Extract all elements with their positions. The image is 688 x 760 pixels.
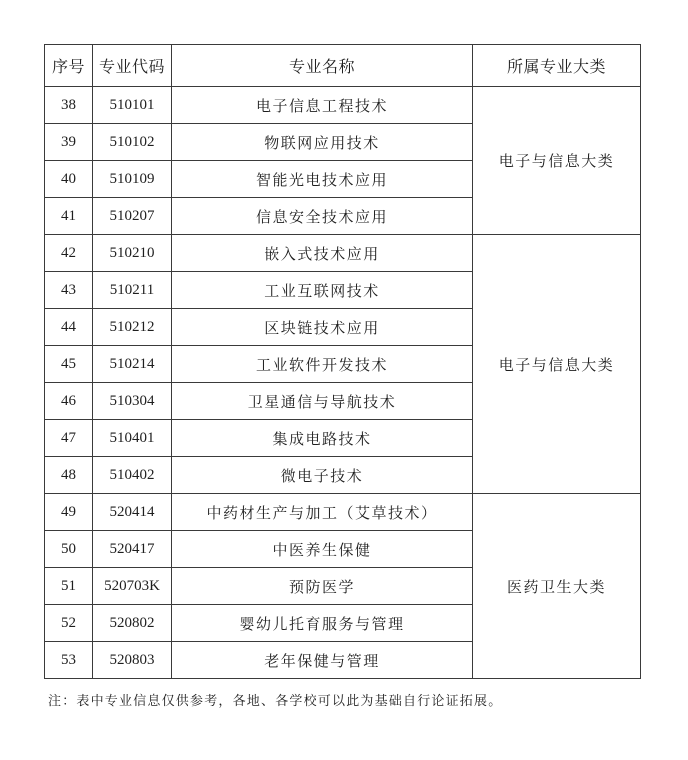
cell-name: 中药材生产与加工（艾草技术） <box>172 494 473 531</box>
cell-name: 婴幼儿托育服务与管理 <box>172 605 473 642</box>
cell-category: 电子与信息大类 <box>473 235 641 494</box>
cell-code: 520703K <box>93 568 172 605</box>
cell-name: 工业互联网技术 <box>172 272 473 309</box>
cell-name: 中医养生保健 <box>172 531 473 568</box>
cell-name: 预防医学 <box>172 568 473 605</box>
cell-name: 卫星通信与导航技术 <box>172 383 473 420</box>
cell-seq: 46 <box>45 383 93 420</box>
table-row <box>45 87 641 124</box>
cell-code: 510304 <box>93 383 172 420</box>
header-code: 专业代码 <box>93 45 172 87</box>
cell-category: 电子与信息大类 <box>473 87 641 235</box>
cell-seq: 47 <box>45 420 93 457</box>
cell-seq: 49 <box>45 494 93 531</box>
cell-name: 物联网应用技术 <box>172 124 473 161</box>
cell-code: 510211 <box>93 272 172 309</box>
cell-code: 520414 <box>93 494 172 531</box>
table-header-row <box>45 45 641 87</box>
cell-code: 510101 <box>93 87 172 124</box>
table-row <box>45 494 641 531</box>
cell-code: 510210 <box>93 235 172 272</box>
cell-seq: 45 <box>45 346 93 383</box>
cell-seq: 38 <box>45 87 93 124</box>
cell-seq: 50 <box>45 531 93 568</box>
header-seq: 序号 <box>45 45 93 87</box>
cell-code: 520803 <box>93 642 172 679</box>
cell-code: 510207 <box>93 198 172 235</box>
cell-code: 510214 <box>93 346 172 383</box>
cell-seq: 43 <box>45 272 93 309</box>
cell-code: 510402 <box>93 457 172 494</box>
header-name: 专业名称 <box>172 45 473 87</box>
cell-seq: 41 <box>45 198 93 235</box>
cell-code: 520802 <box>93 605 172 642</box>
cell-name: 微电子技术 <box>172 457 473 494</box>
table-row <box>45 235 641 272</box>
cell-code: 510102 <box>93 124 172 161</box>
table-body <box>45 87 641 679</box>
cell-name: 工业软件开发技术 <box>172 346 473 383</box>
cell-seq: 39 <box>45 124 93 161</box>
cell-name: 嵌入式技术应用 <box>172 235 473 272</box>
cell-name: 区块链技术应用 <box>172 309 473 346</box>
cell-seq: 40 <box>45 161 93 198</box>
cell-name: 信息安全技术应用 <box>172 198 473 235</box>
cell-code: 510212 <box>93 309 172 346</box>
cell-code: 510109 <box>93 161 172 198</box>
cell-seq: 42 <box>45 235 93 272</box>
cell-name: 电子信息工程技术 <box>172 87 473 124</box>
cell-seq: 48 <box>45 457 93 494</box>
footnote: 注：表中专业信息仅供参考，各地、各学校可以此为基础自行论证拓展。 <box>48 694 503 709</box>
cell-name: 智能光电技术应用 <box>172 161 473 198</box>
cell-seq: 52 <box>45 605 93 642</box>
cell-name: 老年保健与管理 <box>172 642 473 679</box>
cell-seq: 51 <box>45 568 93 605</box>
cell-code: 520417 <box>93 531 172 568</box>
header-category: 所属专业大类 <box>473 45 641 87</box>
majors-table <box>44 44 641 679</box>
cell-seq: 53 <box>45 642 93 679</box>
cell-seq: 44 <box>45 309 93 346</box>
cell-category: 医药卫生大类 <box>473 494 641 679</box>
cell-code: 510401 <box>93 420 172 457</box>
cell-name: 集成电路技术 <box>172 420 473 457</box>
